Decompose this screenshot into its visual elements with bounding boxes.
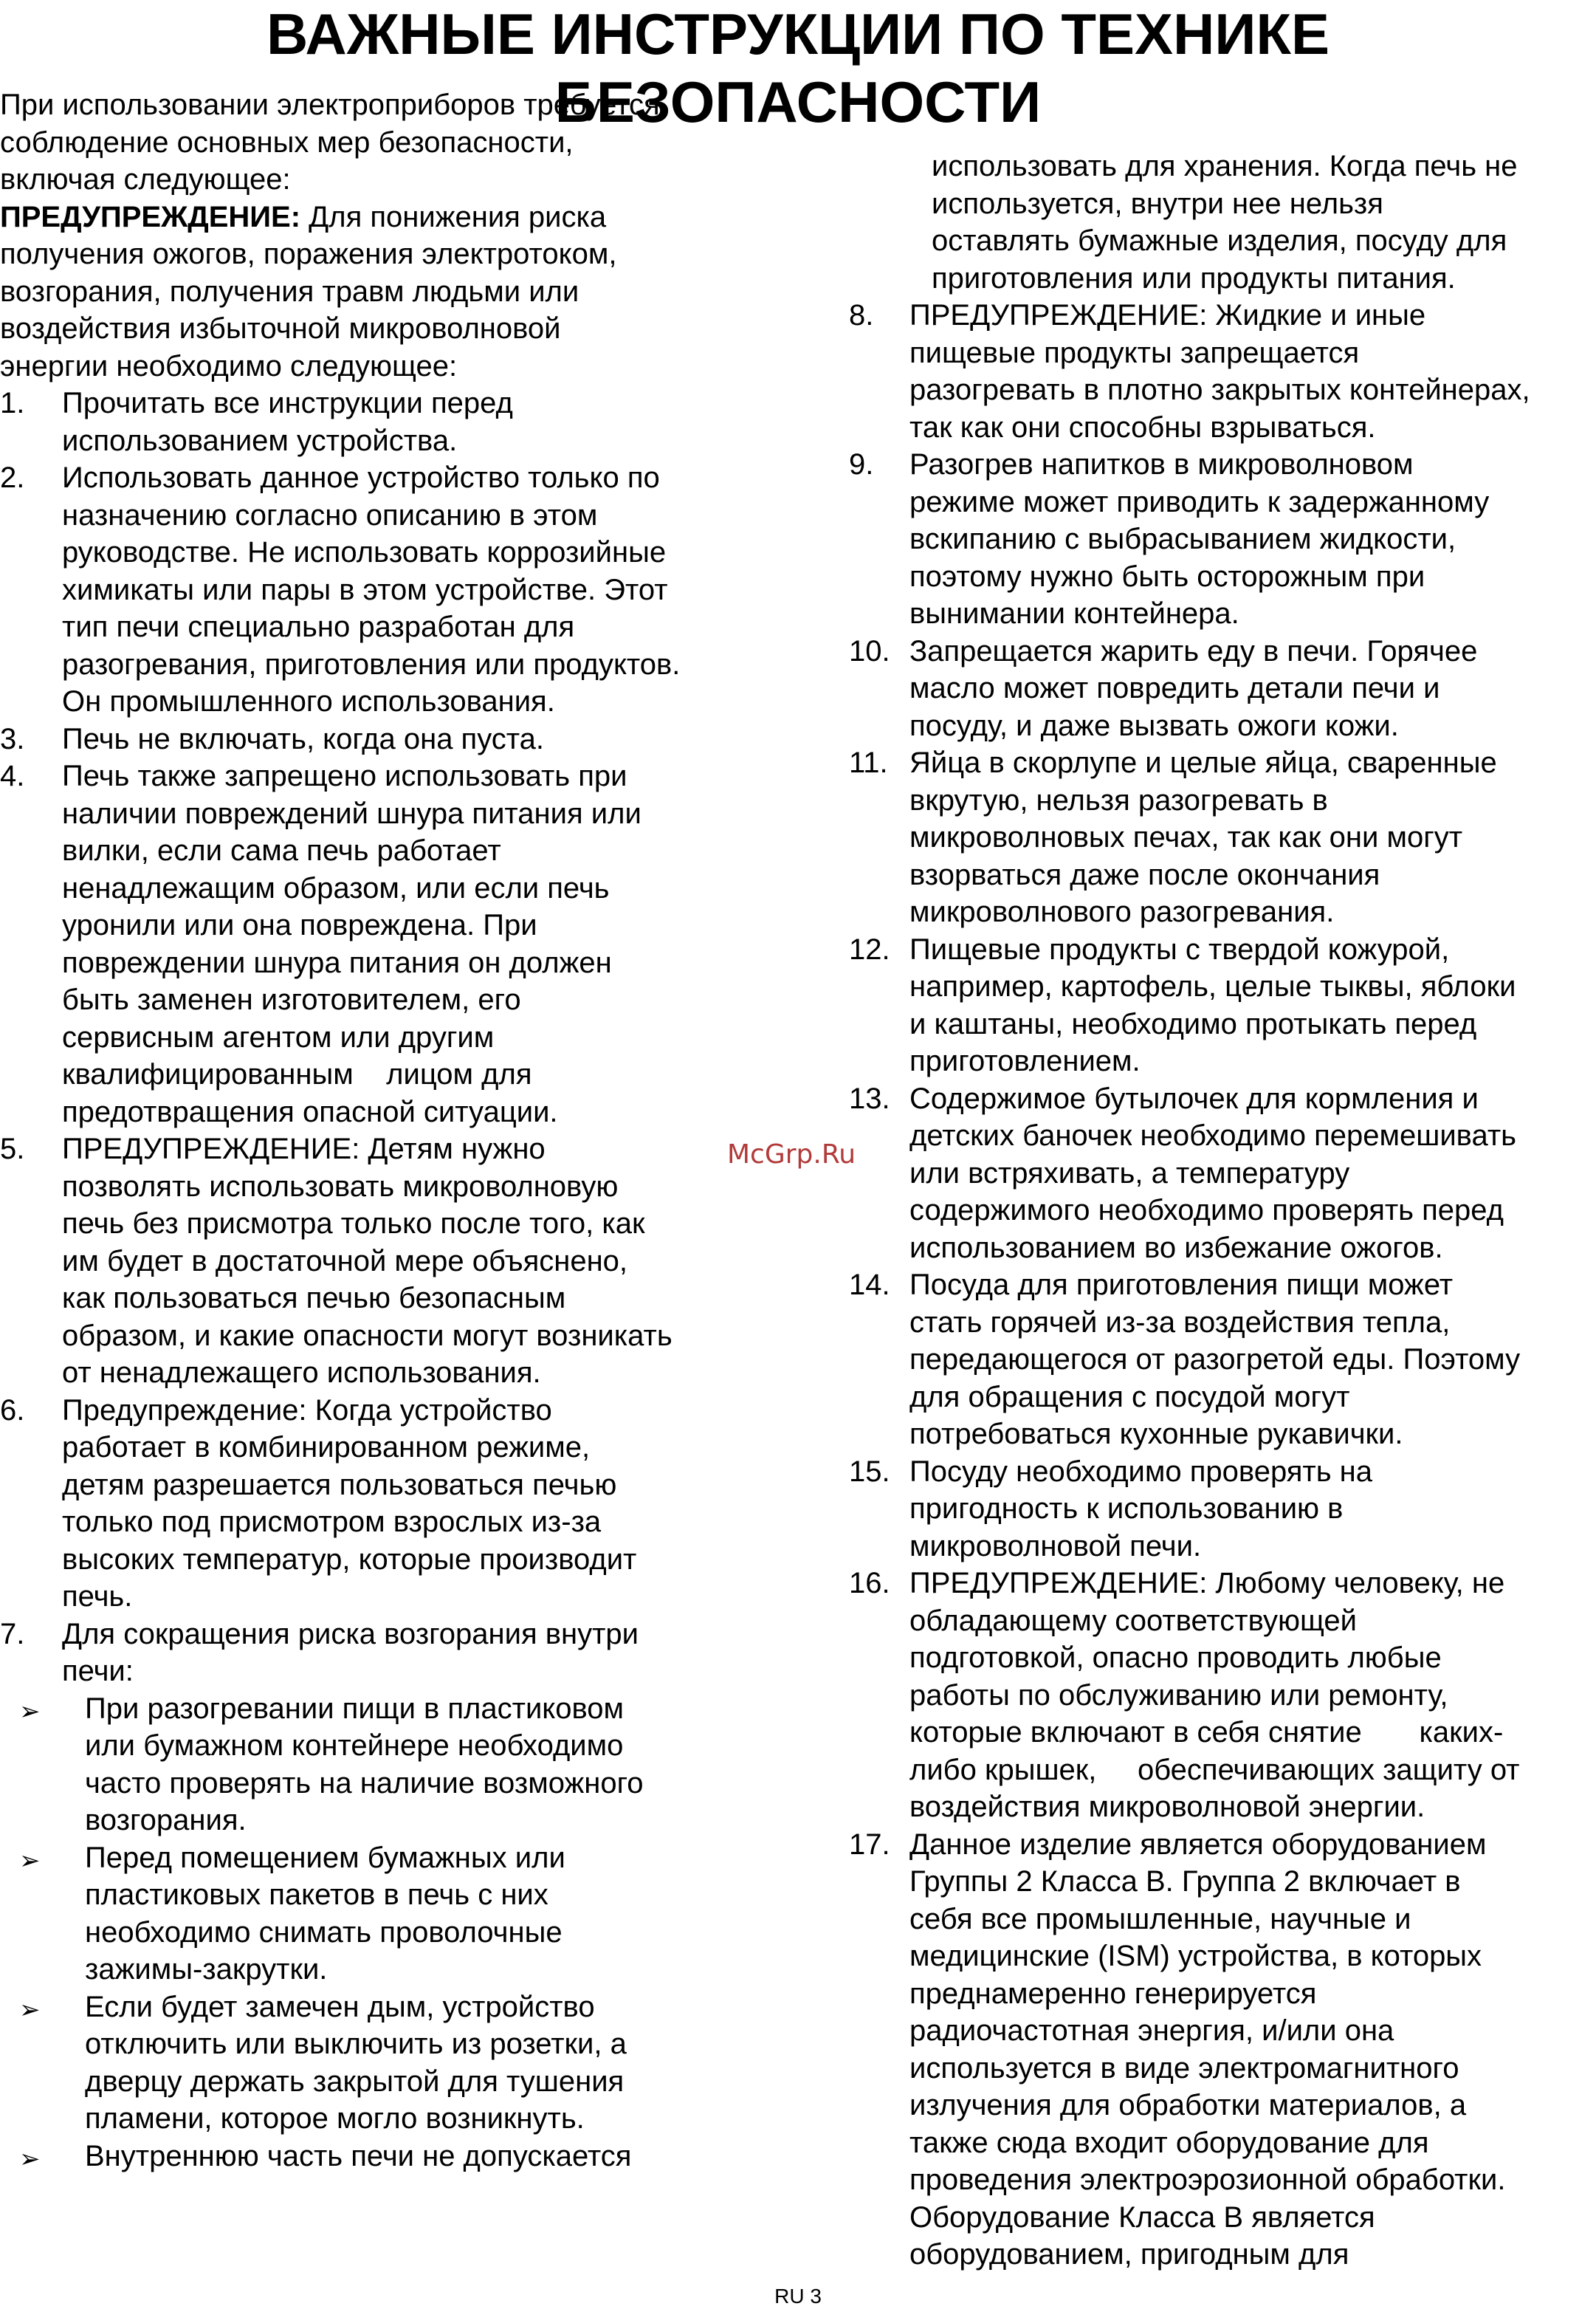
intro-line: соблюдение основных мер безопасности,: [0, 126, 574, 159]
list-item-line: преднамеренно генерируется: [909, 1977, 1317, 2010]
list-item-line: Посуда для приготовления пищи может: [909, 1269, 1454, 1301]
list-item-line: масло может повредить детали печи и: [909, 672, 1440, 704]
list-item-line: Разогрев напитков в микроволновом: [909, 448, 1414, 481]
list-item-line: проведения электроэрозионной обработки.: [909, 2164, 1506, 2196]
list-item-line: квалифицированным лицом для: [62, 1058, 532, 1091]
list-item-line: Данное изделие является оборудованием: [909, 1828, 1487, 1861]
list-item-line: поэтому нужно быть осторожным при: [909, 560, 1425, 593]
warning-line: энергии необходимо следующее:: [0, 349, 458, 382]
list-item-line: Использовать данное устройство только по: [62, 462, 660, 494]
list-item-line: ПРЕДУПРЕЖДЕНИЕ: Жидкие и иные: [909, 299, 1426, 332]
list-item-line: которые включают в себя снятие каких-: [909, 1716, 1504, 1749]
list-item-number: 15.: [849, 1455, 890, 1488]
list-item-number: 12.: [849, 933, 890, 966]
continuation-line: оставлять бумажные изделия, посуду для: [932, 224, 1507, 257]
list-item-line: ПРЕДУПРЕЖДЕНИЕ: Детям нужно: [62, 1133, 546, 1165]
list-item-line: Печь также запрещено использовать при: [62, 760, 627, 792]
list-item-line: печь без присмотра только после того, как: [62, 1207, 645, 1240]
bullet-arrow-icon: ➢: [19, 1846, 41, 1875]
list-item-line: сервисным агентом или другим: [62, 1020, 495, 1054]
bullet-line: зажимы-закрутки.: [85, 1953, 328, 1986]
list-item-line: руководстве. Не использовать коррозийные: [62, 536, 667, 569]
bullet-arrow-icon: ➢: [19, 1995, 41, 2024]
list-item-line: Он промышленного использования.: [62, 685, 555, 718]
list-item-line: Печь не включать, когда она пуста.: [62, 722, 544, 755]
list-item-line: микроволновой печи.: [909, 1529, 1202, 1562]
list-item-line: Запрещается жарить еду в печи. Горячее: [909, 634, 1478, 668]
list-item-line: передающегося от разогретой еды. Поэтому: [909, 1343, 1521, 1376]
list-item-line: предотвращения опасной ситуации.: [62, 1095, 558, 1128]
list-item-line: Для сокращения риска возгорания внутри: [62, 1617, 639, 1650]
continuation-line: используется, внутри нее нельзя: [932, 187, 1383, 220]
list-item-line: образом, и какие опасности могут возникать: [62, 1319, 673, 1352]
list-item-line: посуду, и даже вызвать ожоги кожи.: [909, 709, 1399, 742]
bullet-line: необходимо снимать проволочные: [85, 1915, 563, 1949]
warning-line: возгорания, получения травм людьми или: [0, 275, 579, 308]
list-item-line: работает в комбинированном режиме,: [62, 1431, 591, 1464]
list-item-line: повреждении шнура питания он должен: [62, 946, 612, 979]
list-item-number: 2.: [0, 462, 25, 494]
list-item-line: подготовкой, опасно проводить любые: [909, 1641, 1442, 1674]
list-item-line: воздействия микроволновой энергии.: [909, 1791, 1425, 1823]
list-item-number: 5.: [0, 1133, 25, 1165]
bullet-line: Внутреннюю часть печи не допускается: [85, 2139, 632, 2172]
warning-line: получения ожогов, поражения электротоком,: [0, 238, 617, 270]
list-item-line: использованием устройства.: [62, 424, 458, 457]
intro-line: включая следующее:: [0, 163, 291, 196]
list-item-line: приготовлением.: [909, 1045, 1141, 1077]
bullet-line: При разогревании пищи в пластиковом: [85, 1692, 625, 1725]
list-item-number: 17.: [849, 1828, 890, 1861]
list-item-line: микроволнового разогревания.: [909, 896, 1335, 928]
list-item-line: вкрутую, нельзя разогревать в: [909, 783, 1328, 817]
bullet-line: пластиковых пакетов в печь с них: [85, 1879, 548, 1911]
list-item-line: и каштаны, необходимо протыкать перед: [909, 1007, 1477, 1040]
list-item-line: режиме может приводить к задержанному: [909, 485, 1490, 518]
warning-line: воздействия избыточной микроволновой: [0, 312, 561, 345]
intro-line: При использовании электроприборов требуется: [0, 89, 660, 121]
list-item-line: химикаты или пары в этом устройстве. Этот: [62, 573, 668, 606]
list-item-line: ПРЕДУПРЕЖДЕНИЕ: Любому человеку, не: [909, 1567, 1505, 1599]
list-item-line: высоких температур, которые производит: [62, 1543, 637, 1576]
list-item-line: или встряхивать, а температуру: [909, 1156, 1350, 1190]
list-item-number: 4.: [0, 760, 25, 792]
list-item-number: 16.: [849, 1567, 890, 1599]
list-item-number: 6.: [0, 1393, 25, 1427]
list-item-line: либо крышек, обеспечивающих защиту от: [909, 1753, 1520, 1786]
list-item-line: уронили или она повреждена. При: [62, 909, 537, 941]
list-item-line: содержимого необходимо проверять перед: [909, 1194, 1504, 1226]
list-item-line: вынимании контейнера.: [909, 597, 1239, 630]
list-item-line: себя все промышленные, научные и: [909, 1902, 1411, 1935]
list-item-line: пригодность к использованию в: [909, 1492, 1344, 1525]
list-item-line: вилки, если сама печь работает: [62, 834, 501, 867]
list-item-line: наличии повреждений шнура питания или: [62, 797, 642, 830]
list-item-line: также сюда входит оборудование для: [909, 2126, 1429, 2159]
list-item-line: Предупреждение: Когда устройство: [62, 1393, 552, 1427]
list-item-line: разогревания, приготовления или продуктов.: [62, 648, 681, 681]
list-item-number: 3.: [0, 722, 25, 755]
list-item-line: печи:: [62, 1655, 134, 1687]
list-item-number: 8.: [849, 299, 874, 332]
list-item-line: Пищевые продукты с твердой кожурой,: [909, 933, 1450, 966]
warning-paragraph: [0, 199, 606, 236]
list-item-line: им будет в достаточной мере объяснено,: [62, 1244, 628, 1277]
list-item-number: 11.: [849, 747, 888, 779]
title-line-1: ВАЖНЫЕ ИНСТРУКЦИИ ПО ТЕХНИКЕ: [266, 1, 1330, 66]
list-item-number: 1.: [0, 387, 25, 419]
list-item-line: стать горячей из-за воздействия тепла,: [909, 1306, 1451, 1339]
list-item-line: вскипанию с выбрасыванием жидкости,: [909, 523, 1456, 555]
list-item-line: пищевые продукты запрещается: [909, 336, 1360, 369]
list-item-line: так как они способны взрываться.: [909, 411, 1376, 444]
warning-label: ПРЕДУПРЕЖДЕНИЕ:: [0, 200, 301, 233]
list-item-line: работы по обслуживанию или ремонту,: [909, 1678, 1448, 1712]
list-item-number: 13.: [849, 1082, 890, 1115]
continuation-line: приготовления или продукты питания.: [932, 261, 1456, 295]
warning-text: Для понижения риска: [300, 200, 607, 233]
list-item-line: микроволновых печах, так как они могут: [909, 821, 1463, 854]
list-item-line: взорваться даже после окончания: [909, 858, 1380, 891]
list-item-line: от ненадлежащего использования.: [62, 1356, 541, 1389]
list-item-line: только под присмотром взрослых из-за: [62, 1506, 602, 1538]
list-item-line: например, картофель, целые тыквы, яблоки: [909, 970, 1516, 1003]
continuation-line: использовать для хранения. Когда печь не: [932, 150, 1518, 182]
bullet-arrow-icon: ➢: [19, 1697, 41, 1726]
list-item-line: быть заменен изготовителем, его: [62, 984, 521, 1016]
bullet-line: часто проверять на наличие возможного: [85, 1766, 644, 1799]
list-item-line: использованием во избежание ожогов.: [909, 1231, 1443, 1264]
list-item-line: обладающему соответствующей: [909, 1604, 1358, 1637]
list-item-number: 10.: [849, 634, 890, 668]
bullet-line: отключить или выключить из розетки, а: [85, 2028, 627, 2060]
list-item-line: Содержимое бутылочек для кормления и: [909, 1082, 1479, 1115]
list-item-line: печь.: [62, 1580, 133, 1613]
watermark: McGrp.Ru: [727, 1139, 856, 1170]
list-item-line: позволять использовать микроволновую: [62, 1170, 619, 1203]
bullet-arrow-icon: ➢: [19, 2144, 41, 2173]
bullet-line: Перед помещением бумажных или: [85, 1841, 565, 1874]
list-item-line: Оборудование Класса В является: [909, 2200, 1375, 2234]
list-item-line: тип печи специально разработан для: [62, 611, 575, 643]
page-number: RU 3: [774, 2285, 822, 2308]
list-item-line: детям разрешается пользоваться печью: [62, 1468, 617, 1501]
list-item-line: Прочитать все инструкции перед: [62, 387, 513, 419]
bullet-line: возгорания.: [85, 1804, 247, 1836]
list-item-line: оборудованием, пригодным для: [909, 2238, 1349, 2271]
title-line-2: БЕЗОПАСНОСТИ: [554, 69, 1042, 134]
list-item-line: излучения для обработки материалов, а: [909, 2089, 1467, 2121]
list-item-line: используется в виде электромагнитного: [909, 2051, 1459, 2085]
list-item-line: назначению согласно описанию в этом: [62, 498, 598, 532]
bullet-line: дверцу держать закрытой для тушения: [85, 2065, 625, 2098]
bullet-line: Если будет замечен дым, устройство: [85, 1990, 595, 2023]
list-item-line: Яйца в скорлупе и целые яйца, сваренные: [909, 747, 1497, 779]
list-item-number: 7.: [0, 1617, 25, 1650]
bullet-line: или бумажном контейнере необходимо: [85, 1729, 624, 1762]
bullet-line: пламени, которое могло возникнуть.: [85, 2102, 585, 2135]
list-item-line: детских баночек необходимо перемешивать: [909, 1119, 1517, 1152]
list-item-number: 14.: [849, 1269, 890, 1301]
list-item-line: как пользоваться печью безопасным: [62, 1282, 566, 1314]
list-item-line: для обращения с посудой могут: [909, 1380, 1350, 1413]
list-item-line: потребоваться кухонные рукавички.: [909, 1418, 1403, 1450]
list-item-line: разогревать в плотно закрытых контейнерах,: [909, 374, 1530, 406]
list-item-line: ненадлежащим образом, или если печь: [62, 871, 610, 905]
list-item-number: 9.: [849, 448, 874, 481]
list-item-line: Группы 2 Класса В. Группа 2 включает в: [909, 1865, 1461, 1898]
list-item-line: радиочастотная энергия, и/или она: [909, 2014, 1394, 2047]
list-item-line: медицинские (ISM) устройства, в которых: [909, 1940, 1482, 1972]
list-item-line: Посуду необходимо проверять на: [909, 1455, 1373, 1488]
